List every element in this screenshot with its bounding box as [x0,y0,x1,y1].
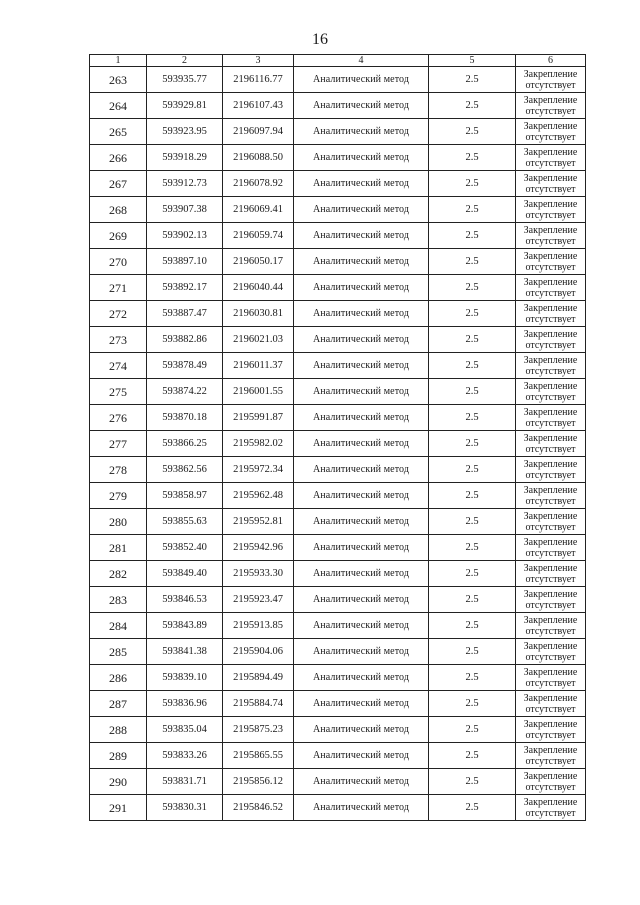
table-row [90,301,586,327]
fixation-cell [516,93,586,119]
accuracy-cell: 2.5 [429,379,516,405]
accuracy-cell: 2.5 [429,301,516,327]
fixation-cell [516,587,586,613]
x-coordinate-cell: 593866.25 [147,431,223,457]
fixation-line-1: Закрепление [523,276,578,288]
fixation-line-2: отсутствует [525,677,576,689]
y-coordinate-cell: 2196040.44 [223,275,294,301]
fixation-line-1: Закрепление [523,380,578,392]
fixation-cell [516,717,586,743]
x-coordinate-cell: 593897.10 [147,249,223,275]
table-row [90,327,586,353]
method-cell: Аналитический метод [294,795,429,821]
x-coordinate-cell: 593831.71 [147,769,223,795]
point-number-cell: 277 [90,431,147,457]
fixation-line-1: Закрепление [523,666,578,678]
table-row [90,769,586,795]
method-cell: Аналитический метод [294,743,429,769]
column-header: 4 [294,55,429,67]
point-number-cell: 284 [90,613,147,639]
point-number-cell: 287 [90,691,147,717]
table-row [90,691,586,717]
accuracy-cell: 2.5 [429,353,516,379]
fixation-line-1: Закрепление [523,458,578,470]
accuracy-cell: 2.5 [429,743,516,769]
point-number-cell: 270 [90,249,147,275]
fixation-line-1: Закрепление [523,328,578,340]
table-row [90,223,586,249]
y-coordinate-cell: 2195865.55 [223,743,294,769]
method-cell: Аналитический метод [294,405,429,431]
y-coordinate-cell: 2195952.81 [223,509,294,535]
x-coordinate-cell: 593849.40 [147,561,223,587]
y-coordinate-cell: 2196050.17 [223,249,294,275]
point-number-cell: 279 [90,483,147,509]
table-row [90,431,586,457]
accuracy-cell: 2.5 [429,431,516,457]
fixation-line-1: Закрепление [523,536,578,548]
fixation-cell [516,457,586,483]
table-row [90,665,586,691]
fixation-line-1: Закрепление [523,120,578,132]
method-cell: Аналитический метод [294,301,429,327]
fixation-line-1: Закрепление [523,692,578,704]
y-coordinate-cell: 2195972.34 [223,457,294,483]
y-coordinate-cell: 2196116.77 [223,67,294,93]
x-coordinate-cell: 593882.86 [147,327,223,353]
fixation-line-1: Закрепление [523,146,578,158]
column-header: 2 [147,55,223,67]
accuracy-cell: 2.5 [429,665,516,691]
fixation-line-2: отсутствует [525,469,576,481]
y-coordinate-cell: 2195923.47 [223,587,294,613]
x-coordinate-cell: 593935.77 [147,67,223,93]
fixation-cell [516,223,586,249]
accuracy-cell: 2.5 [429,483,516,509]
table-row [90,717,586,743]
fixation-cell [516,405,586,431]
fixation-cell [516,639,586,665]
x-coordinate-cell: 593830.31 [147,795,223,821]
table-header-row [90,55,586,67]
y-coordinate-cell: 2195982.02 [223,431,294,457]
fixation-line-2: отсутствует [525,703,576,715]
point-number-cell: 286 [90,665,147,691]
point-number-cell: 264 [90,93,147,119]
fixation-line-1: Закрепление [523,432,578,444]
accuracy-cell: 2.5 [429,561,516,587]
method-cell: Аналитический метод [294,691,429,717]
table-row [90,67,586,93]
fixation-line-1: Закрепление [523,406,578,418]
accuracy-cell: 2.5 [429,691,516,717]
y-coordinate-cell: 2196069.41 [223,197,294,223]
fixation-cell [516,665,586,691]
fixation-line-2: отсутствует [525,79,576,91]
accuracy-cell: 2.5 [429,639,516,665]
fixation-line-2: отсутствует [525,781,576,793]
table-row [90,795,586,821]
x-coordinate-cell: 593929.81 [147,93,223,119]
fixation-cell [516,353,586,379]
fixation-cell [516,301,586,327]
fixation-line-1: Закрепление [523,302,578,314]
point-number-cell: 268 [90,197,147,223]
method-cell: Аналитический метод [294,119,429,145]
method-cell: Аналитический метод [294,223,429,249]
point-number-cell: 283 [90,587,147,613]
accuracy-cell: 2.5 [429,535,516,561]
fixation-line-2: отсутствует [525,573,576,585]
point-number-cell: 266 [90,145,147,171]
fixation-cell [516,275,586,301]
accuracy-cell: 2.5 [429,717,516,743]
y-coordinate-cell: 2196059.74 [223,223,294,249]
method-cell: Аналитический метод [294,327,429,353]
accuracy-cell: 2.5 [429,457,516,483]
accuracy-cell: 2.5 [429,275,516,301]
fixation-line-2: отсутствует [525,157,576,169]
y-coordinate-cell: 2195875.23 [223,717,294,743]
fixation-cell [516,171,586,197]
fixation-line-1: Закрепление [523,640,578,652]
table-row [90,561,586,587]
y-coordinate-cell: 2195991.87 [223,405,294,431]
point-number-cell: 278 [90,457,147,483]
method-cell: Аналитический метод [294,379,429,405]
x-coordinate-cell: 593918.29 [147,145,223,171]
fixation-line-2: отсутствует [525,131,576,143]
fixation-line-1: Закрепление [523,224,578,236]
table-row [90,639,586,665]
table-row [90,587,586,613]
table-row [90,171,586,197]
y-coordinate-cell: 2196088.50 [223,145,294,171]
method-cell: Аналитический метод [294,275,429,301]
accuracy-cell: 2.5 [429,509,516,535]
coordinates-table [89,54,586,821]
y-coordinate-cell: 2195846.52 [223,795,294,821]
accuracy-cell: 2.5 [429,327,516,353]
fixation-line-2: отсутствует [525,755,576,767]
method-cell: Аналитический метод [294,665,429,691]
column-header: 6 [516,55,586,67]
accuracy-cell: 2.5 [429,769,516,795]
fixation-line-2: отсутствует [525,547,576,559]
x-coordinate-cell: 593843.89 [147,613,223,639]
point-number-cell: 272 [90,301,147,327]
y-coordinate-cell: 2195904.06 [223,639,294,665]
y-coordinate-cell: 2195856.12 [223,769,294,795]
point-number-cell: 288 [90,717,147,743]
fixation-line-2: отсутствует [525,651,576,663]
y-coordinate-cell: 2195933.30 [223,561,294,587]
table-row [90,457,586,483]
table-row [90,353,586,379]
fixation-cell [516,561,586,587]
fixation-line-2: отсутствует [525,287,576,299]
accuracy-cell: 2.5 [429,795,516,821]
x-coordinate-cell: 593912.73 [147,171,223,197]
method-cell: Аналитический метод [294,639,429,665]
fixation-line-2: отсутствует [525,365,576,377]
accuracy-cell: 2.5 [429,145,516,171]
method-cell: Аналитический метод [294,483,429,509]
fixation-line-2: отсутствует [525,443,576,455]
fixation-line-2: отсутствует [525,495,576,507]
point-number-cell: 273 [90,327,147,353]
point-number-cell: 271 [90,275,147,301]
method-cell: Аналитический метод [294,93,429,119]
column-header: 5 [429,55,516,67]
method-cell: Аналитический метод [294,249,429,275]
fixation-line-1: Закрепление [523,484,578,496]
y-coordinate-cell: 2195942.96 [223,535,294,561]
fixation-line-1: Закрепление [523,770,578,782]
column-header: 1 [90,55,147,67]
method-cell: Аналитический метод [294,197,429,223]
accuracy-cell: 2.5 [429,67,516,93]
point-number-cell: 265 [90,119,147,145]
table-row [90,483,586,509]
fixation-line-2: отсутствует [525,235,576,247]
x-coordinate-cell: 593923.95 [147,119,223,145]
accuracy-cell: 2.5 [429,613,516,639]
x-coordinate-cell: 593833.26 [147,743,223,769]
method-cell: Аналитический метод [294,67,429,93]
table-row [90,145,586,171]
x-coordinate-cell: 593852.40 [147,535,223,561]
fixation-cell [516,483,586,509]
fixation-line-1: Закрепление [523,588,578,600]
point-number-cell: 291 [90,795,147,821]
x-coordinate-cell: 593892.17 [147,275,223,301]
table-row [90,119,586,145]
method-cell: Аналитический метод [294,171,429,197]
fixation-line-1: Закрепление [523,718,578,730]
point-number-cell: 275 [90,379,147,405]
fixation-cell [516,431,586,457]
table-row [90,509,586,535]
fixation-line-2: отсутствует [525,339,576,351]
x-coordinate-cell: 593902.13 [147,223,223,249]
method-cell: Аналитический метод [294,509,429,535]
table-row [90,93,586,119]
fixation-line-2: отсутствует [525,209,576,221]
y-coordinate-cell: 2196030.81 [223,301,294,327]
fixation-line-1: Закрепление [523,94,578,106]
x-coordinate-cell: 593887.47 [147,301,223,327]
method-cell: Аналитический метод [294,431,429,457]
x-coordinate-cell: 593878.49 [147,353,223,379]
fixation-line-2: отсутствует [525,391,576,403]
fixation-cell [516,119,586,145]
accuracy-cell: 2.5 [429,171,516,197]
table-row [90,275,586,301]
y-coordinate-cell: 2196097.94 [223,119,294,145]
column-header: 3 [223,55,294,67]
fixation-line-2: отсутствует [525,313,576,325]
method-cell: Аналитический метод [294,561,429,587]
point-number-cell: 263 [90,67,147,93]
x-coordinate-cell: 593836.96 [147,691,223,717]
fixation-cell [516,249,586,275]
fixation-line-1: Закрепление [523,744,578,756]
fixation-line-1: Закрепление [523,510,578,522]
fixation-line-2: отсутствует [525,599,576,611]
accuracy-cell: 2.5 [429,93,516,119]
x-coordinate-cell: 593846.53 [147,587,223,613]
fixation-line-2: отсутствует [525,261,576,273]
point-number-cell: 290 [90,769,147,795]
fixation-cell [516,327,586,353]
x-coordinate-cell: 593839.10 [147,665,223,691]
accuracy-cell: 2.5 [429,249,516,275]
y-coordinate-cell: 2195913.85 [223,613,294,639]
y-coordinate-cell: 2195884.74 [223,691,294,717]
fixation-cell [516,743,586,769]
fixation-line-1: Закрепление [523,796,578,808]
accuracy-cell: 2.5 [429,587,516,613]
method-cell: Аналитический метод [294,353,429,379]
fixation-line-1: Закрепление [523,250,578,262]
fixation-cell [516,795,586,821]
fixation-line-2: отсутствует [525,729,576,741]
fixation-cell [516,67,586,93]
method-cell: Аналитический метод [294,457,429,483]
x-coordinate-cell: 593874.22 [147,379,223,405]
fixation-line-1: Закрепление [523,198,578,210]
x-coordinate-cell: 593907.38 [147,197,223,223]
method-cell: Аналитический метод [294,535,429,561]
x-coordinate-cell: 593870.18 [147,405,223,431]
y-coordinate-cell: 2195962.48 [223,483,294,509]
accuracy-cell: 2.5 [429,405,516,431]
fixation-line-2: отсутствует [525,105,576,117]
fixation-line-1: Закрепление [523,614,578,626]
x-coordinate-cell: 593855.63 [147,509,223,535]
point-number-cell: 276 [90,405,147,431]
accuracy-cell: 2.5 [429,119,516,145]
fixation-line-1: Закрепление [523,354,578,366]
fixation-line-2: отсутствует [525,417,576,429]
accuracy-cell: 2.5 [429,223,516,249]
fixation-cell [516,769,586,795]
table-row [90,743,586,769]
method-cell: Аналитический метод [294,717,429,743]
fixation-cell [516,197,586,223]
point-number-cell: 282 [90,561,147,587]
fixation-line-1: Закрепление [523,172,578,184]
fixation-line-2: отсутствует [525,807,576,819]
y-coordinate-cell: 2196107.43 [223,93,294,119]
y-coordinate-cell: 2196078.92 [223,171,294,197]
point-number-cell: 274 [90,353,147,379]
fixation-line-1: Закрепление [523,68,578,80]
table-row [90,613,586,639]
fixation-cell [516,509,586,535]
table-row [90,535,586,561]
point-number-cell: 269 [90,223,147,249]
x-coordinate-cell: 593858.97 [147,483,223,509]
method-cell: Аналитический метод [294,769,429,795]
table-row [90,249,586,275]
fixation-cell [516,145,586,171]
fixation-line-1: Закрепление [523,562,578,574]
table-body [90,67,586,821]
method-cell: Аналитический метод [294,613,429,639]
fixation-cell [516,379,586,405]
accuracy-cell: 2.5 [429,197,516,223]
fixation-cell [516,535,586,561]
fixation-line-2: отсутствует [525,521,576,533]
point-number-cell: 285 [90,639,147,665]
table-row [90,379,586,405]
page-number: 16 [312,31,328,48]
method-cell: Аналитический метод [294,145,429,171]
x-coordinate-cell: 593835.04 [147,717,223,743]
y-coordinate-cell: 2195894.49 [223,665,294,691]
table-row [90,197,586,223]
x-coordinate-cell: 593841.38 [147,639,223,665]
point-number-cell: 280 [90,509,147,535]
table-row [90,405,586,431]
y-coordinate-cell: 2196001.55 [223,379,294,405]
point-number-cell: 289 [90,743,147,769]
fixation-cell [516,691,586,717]
x-coordinate-cell: 593862.56 [147,457,223,483]
method-cell: Аналитический метод [294,587,429,613]
fixation-cell [516,613,586,639]
fixation-line-2: отсутствует [525,183,576,195]
y-coordinate-cell: 2196011.37 [223,353,294,379]
point-number-cell: 267 [90,171,147,197]
y-coordinate-cell: 2196021.03 [223,327,294,353]
fixation-line-2: отсутствует [525,625,576,637]
point-number-cell: 281 [90,535,147,561]
